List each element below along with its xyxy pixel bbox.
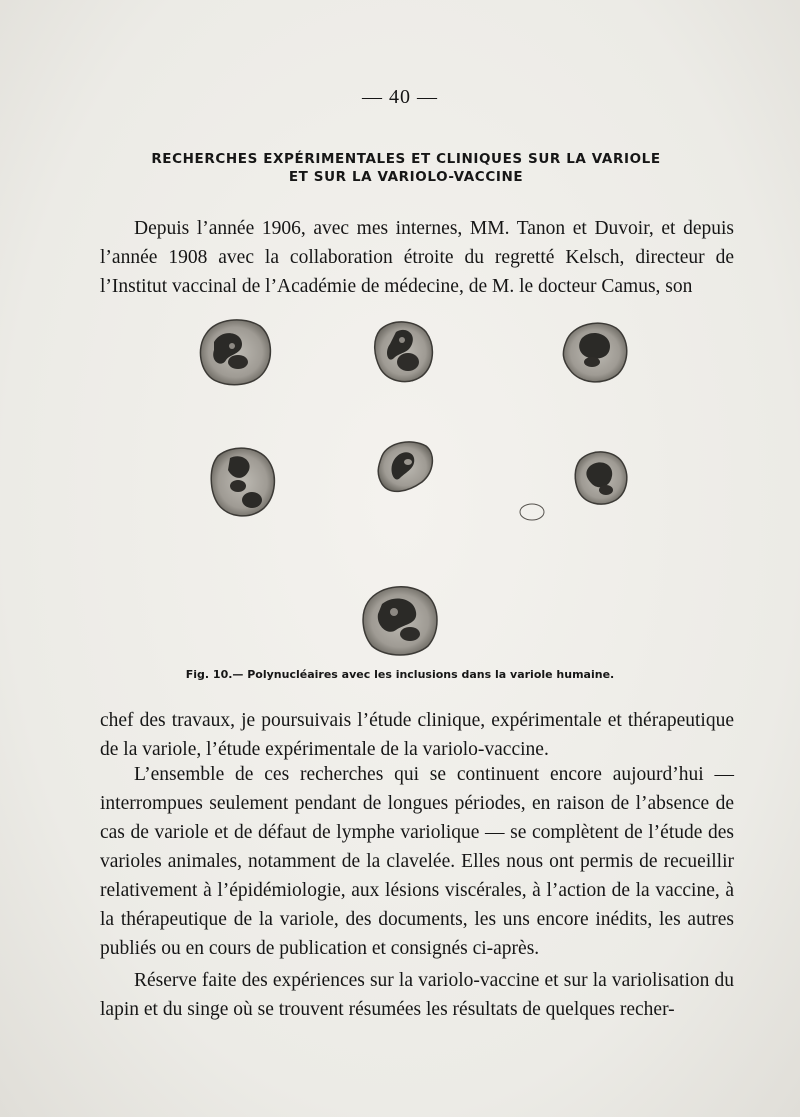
paragraph-4: Réserve faite des expériences sur la variolo-vaccine et sur la variolisation du lapin et du singe où se trouvent résumées les résultats de quelques recher- [100, 970, 734, 1020]
cell-illustration-3 [563, 323, 626, 382]
title-line-1: RECHERCHES EXPÉRIMENTALES ET CLINIQUES SUR LA VARIOLE [151, 151, 661, 167]
title-line-2: ET SUR LA VARIOLO-VACCINE [288, 169, 524, 185]
page-number: — 40 — [362, 86, 438, 108]
cell-illustration-7 [363, 587, 437, 655]
cell-illustration-1 [200, 320, 270, 385]
faint-cell-outline [520, 504, 544, 520]
cell-illustration-5 [378, 442, 432, 491]
paragraph-2: chef des travaux, je poursuivais l’étude clinique, expérimentale et thérapeutique de la variole, l’étude expérimentale de la variolo-vaccine. [100, 710, 734, 760]
cell-illustration-4 [211, 448, 274, 516]
figure-caption: Fig. 10.— Polynucléaires avec les inclusions dans la variole humaine. [185, 668, 615, 681]
paragraph-1: Depuis l’année 1906, avec mes internes, MM. Tanon et Duvoir, et depuis l’année 1908 avec la collaboration étroite du regretté Kelsch, directeur de l’Institut vaccinal de l’Académie de médecine, de M. le docteur Camus, son [100, 218, 734, 297]
bleed-through-text: ‌ ‌ ‌ ‌ ‌ ‌ ‌ ‌ ‌ ‌ ‌ ‌ ‌ ‌ ‌ ‌ ‌ ‌ ‌ ‌ ‌ ‌ ‌ ‌ ‌ ‌ ‌ ‌ ‌ ‌ [120, 125, 244, 144]
cell-illustration-6 [575, 452, 627, 504]
paragraph-3: L’ensemble de ces recherches qui se continuent encore aujourd’hui — interrompues seulement pendant de longues périodes, en raison de l’absence de cas de variole et de défaut de lymphe variolique — se complètent de l’étude des varioles animales, notamment de la clavelée. Elles nous ont permis de recueillir relativement à l’épidémiologie, aux lésions viscérales, à l’action de la vaccine, à la thérapeutique de la variole, des documents, les uns encore inédits, les autres publiés ou en cours de publication et consignés ci-après. [100, 764, 734, 959]
cell-illustration-2 [375, 322, 433, 382]
